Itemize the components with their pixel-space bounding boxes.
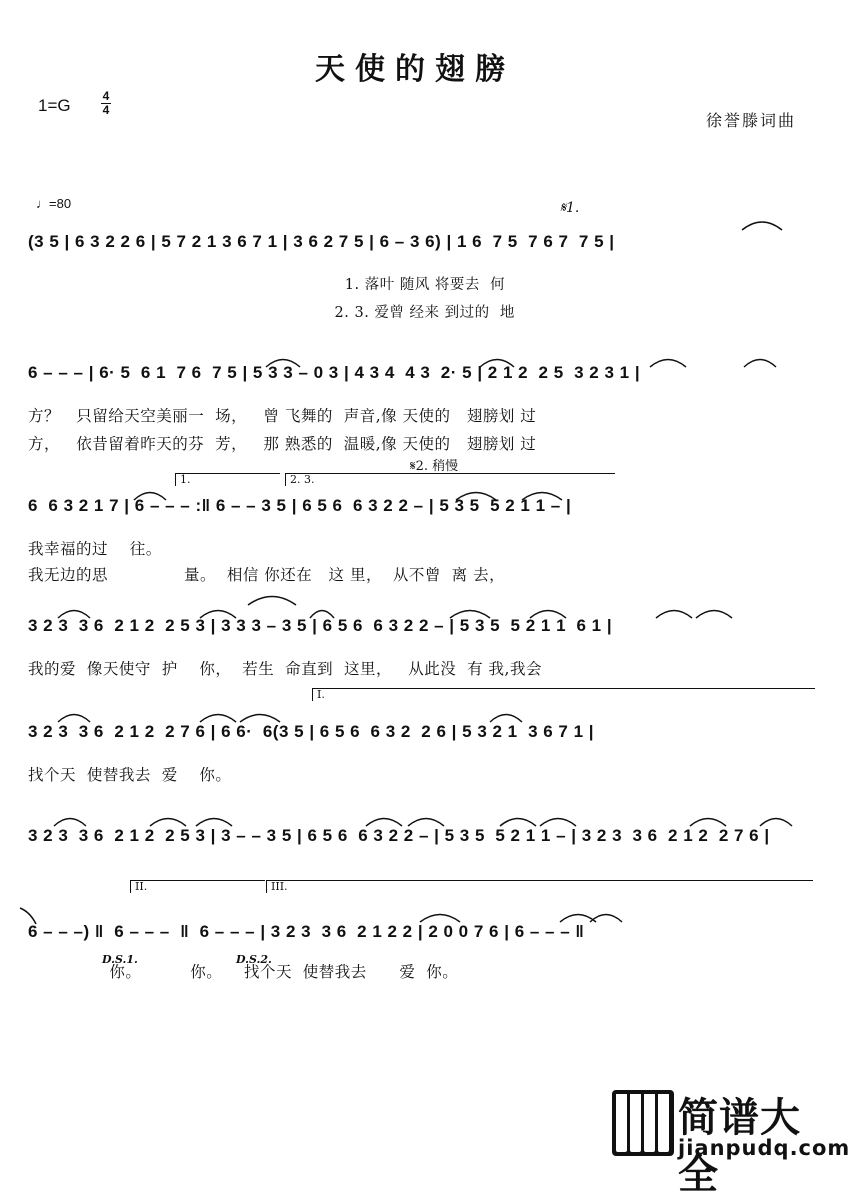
- slur-12: [310, 611, 334, 619]
- lyric-row-5: 找个天 使替我去 爱 你。: [28, 766, 232, 784]
- slur-19: [240, 715, 280, 723]
- lyric-row-4: 我的爱 像天使守 护 你， 若生 命直到 这里， 从此没 有 我,我会: [28, 660, 542, 678]
- music-row-4: 3 2 3 3 6 2 1 2 2 5 3 | 3 3 3 – 3 5 | 6 5 6 6 3 2 2 – | 5 3 5 5 2 1 1 6 1 |: [28, 616, 613, 635]
- slur-18: [200, 715, 236, 723]
- volta-bracket-2-3: 2. 3.: [285, 473, 615, 486]
- logo-url: jianpudq.com: [678, 1136, 850, 1160]
- lyric-row-3b: 我无边的思 量。 相信 你还在 这 里， 从不曾 离 去，: [28, 566, 506, 584]
- slur-28: [690, 819, 726, 827]
- slur-23: [196, 819, 232, 827]
- piano-white-key: [658, 1094, 669, 1152]
- music-row-7: 6 – – –) ‖ 6 – – – ‖ 6 – – – | 3 2 3 3 6 2 1 2 2 | 2 0 0 7 6 | 6 – – – ‖: [28, 922, 585, 941]
- piano-white-key: [616, 1094, 627, 1152]
- key-signature: 1=G: [38, 96, 71, 115]
- slur-24: [366, 819, 402, 827]
- slur-5: [744, 360, 776, 368]
- music-row-1: (3 5 | 6 3 2 2 6 | 5 7 2 1 3 6 7 1 | 3 6 2 7 5 | 6 – 3 6) | 1 6 7 5 7 6 7 7 5 |: [28, 232, 615, 251]
- volta-bracket-1: 1.: [175, 473, 280, 486]
- time-signature-top: 4: [102, 89, 110, 103]
- slur-6: [134, 493, 166, 501]
- slur-15: [656, 611, 692, 619]
- slur-29: [760, 819, 792, 827]
- music-row-6: 3 2 3 3 6 2 1 2 2 5 3 | 3 – – 3 5 | 6 5 6 6 3 2 2 – | 5 3 5 5 2 1 1 – | 3 2 3 3 6 2 1 2 2 7 6 |: [28, 826, 770, 845]
- lyric-row-1a: 1. 落叶 随风 将要去 何: [28, 277, 506, 293]
- slur-27: [540, 819, 576, 827]
- piano-keys-icon: [612, 1090, 674, 1156]
- lyric-row-1b: 2. 3. 爱曾 经来 到过的 地: [28, 305, 515, 321]
- slur-3: [480, 360, 514, 368]
- time-signature-bottom: 4: [102, 103, 110, 117]
- slur-9: [58, 611, 90, 619]
- slur-7: [456, 493, 496, 501]
- music-row-3: 6 6 3 2 1 7 | 6 – – – :‖ 6 – – 3 5 | 6 5 6 6 3 2 2 – | 5 3 5 5 2 1 1 – |: [28, 496, 572, 515]
- lyric-row-7: 你。 你。 找个天 使替我去 爱 你。: [28, 963, 459, 981]
- slur-14: [530, 611, 566, 619]
- slur-1: [742, 222, 782, 230]
- lyric-row-2b: 方， 依昔留着昨天的芬 芳， 那 熟悉的 温暖,像 天使的 翅膀划 过: [28, 435, 537, 453]
- slur-26: [500, 819, 536, 827]
- volta-bracket-III: III.: [266, 880, 813, 893]
- music-row-5: 3 2 3 3 6 2 1 2 2 7 6 | 6 6· 6(3 5 | 6 5 6 6 3 2 2 6 | 5 3 2 1 3 6 7 1 |: [28, 722, 595, 741]
- piano-white-key: [644, 1094, 655, 1152]
- slur-10: [200, 611, 236, 619]
- composer-credit: 徐誉滕词曲: [705, 111, 796, 130]
- slur-31: [420, 915, 460, 923]
- slur-11: [248, 597, 296, 606]
- slur-25: [408, 819, 444, 827]
- slur-8: [522, 493, 562, 501]
- slur-17: [58, 715, 90, 723]
- slur-16: [696, 611, 732, 619]
- slur-21: [54, 819, 86, 827]
- segno-mark-1: 𝄋1.: [560, 200, 580, 216]
- logo-name: 简谱大全: [678, 1095, 801, 1198]
- ds-mark-2: D.S.2.: [236, 953, 272, 966]
- slur-2: [266, 360, 300, 368]
- music-row-2: 6 – – – | 6· 5 6 1 7 6 7 5 | 5 3 3 – 0 3 | 4 3 4 4 3 2· 5 | 2 1 2 2 5 3 2 3 1 |: [28, 363, 641, 382]
- volta-bracket-II: II.: [130, 880, 265, 893]
- volta-bracket-I: I.: [312, 688, 815, 701]
- segno-mark-2: 𝄋2. 稍慢: [410, 459, 459, 474]
- ds-mark-1: D.S.1.: [102, 953, 138, 966]
- slur-13: [450, 611, 490, 619]
- score-title: 天使的翅膀: [315, 52, 515, 87]
- lyric-row-2a: 方？ 只留给天空美丽一 场， 曾 飞舞的 声音,像 天使的 翅膀划 过: [28, 407, 537, 425]
- site-logo: [612, 1088, 850, 1198]
- slur-30: [20, 908, 36, 924]
- slur-4: [650, 360, 686, 368]
- piano-white-key: [630, 1094, 641, 1152]
- tempo-mark: ♩=80: [36, 196, 72, 211]
- lyric-row-3a: 我幸福的过 往。: [28, 540, 162, 558]
- slur-20: [490, 715, 522, 723]
- slur-22: [150, 819, 186, 827]
